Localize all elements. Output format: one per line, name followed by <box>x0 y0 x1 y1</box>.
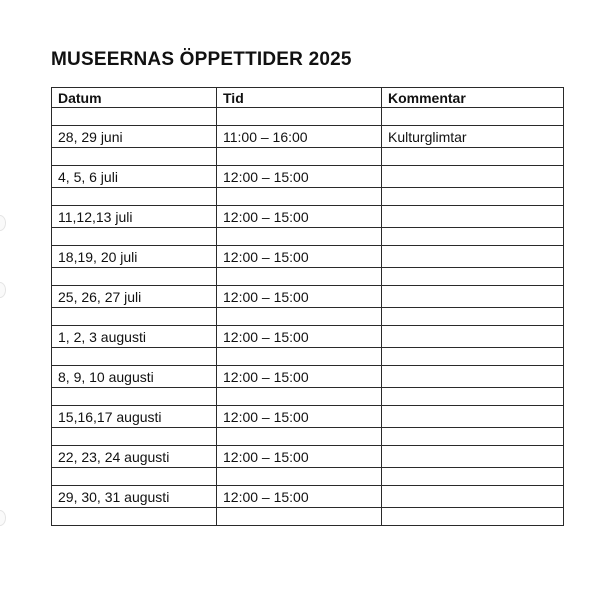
empty-cell <box>382 428 564 446</box>
date-cell: 29, 30, 31 augusti <box>52 486 217 508</box>
spacer-row <box>52 348 564 366</box>
comment-cell <box>382 206 564 228</box>
binder-hole <box>0 510 6 526</box>
date-cell: 15,16,17 augusti <box>52 406 217 428</box>
empty-cell <box>382 108 564 126</box>
empty-cell <box>217 108 382 126</box>
empty-cell <box>52 108 217 126</box>
time-cell: 12:00 – 15:00 <box>217 446 382 468</box>
date-cell: 4, 5, 6 juli <box>52 166 217 188</box>
comment-cell <box>382 286 564 308</box>
empty-cell <box>217 268 382 286</box>
time-cell: 12:00 – 15:00 <box>217 206 382 228</box>
table-row <box>52 286 564 308</box>
empty-cell <box>52 228 217 246</box>
empty-cell <box>217 428 382 446</box>
date-cell: 18,19, 20 juli <box>52 246 217 268</box>
date-cell: 8, 9, 10 augusti <box>52 366 217 388</box>
date-cell: 11,12,13 juli <box>52 206 217 228</box>
empty-cell <box>382 348 564 366</box>
date-cell: 1, 2, 3 augusti <box>52 326 217 348</box>
column-header-tid: Tid <box>217 88 382 108</box>
table-row <box>52 206 564 228</box>
time-cell: 12:00 – 15:00 <box>217 486 382 508</box>
time-cell: 12:00 – 15:00 <box>217 366 382 388</box>
time-cell: 12:00 – 15:00 <box>217 326 382 348</box>
empty-cell <box>217 308 382 326</box>
opening-hours-table <box>51 87 564 526</box>
comment-cell <box>382 366 564 388</box>
spacer-row <box>52 428 564 446</box>
empty-cell <box>382 188 564 206</box>
comment-cell: Kulturglimtar <box>382 126 564 148</box>
table-row <box>52 446 564 468</box>
comment-cell <box>382 406 564 428</box>
empty-cell <box>382 508 564 526</box>
empty-cell <box>52 268 217 286</box>
empty-cell <box>217 508 382 526</box>
spacer-row <box>52 188 564 206</box>
empty-cell <box>217 188 382 206</box>
date-cell: 22, 23, 24 augusti <box>52 446 217 468</box>
binder-hole <box>0 282 6 298</box>
empty-cell <box>52 508 217 526</box>
date-cell: 28, 29 juni <box>52 126 217 148</box>
empty-cell <box>52 348 217 366</box>
table-row <box>52 166 564 188</box>
table-row <box>52 246 564 268</box>
time-cell: 11:00 – 16:00 <box>217 126 382 148</box>
time-cell: 12:00 – 15:00 <box>217 406 382 428</box>
page-title: MUSEERNAS ÖPPETTIDER 2025 <box>51 49 352 70</box>
column-header-kommentar: Kommentar <box>382 88 564 108</box>
comment-cell <box>382 326 564 348</box>
empty-cell <box>382 148 564 166</box>
table-row <box>52 366 564 388</box>
empty-cell <box>382 228 564 246</box>
spacer-row <box>52 468 564 486</box>
date-cell: 25, 26, 27 juli <box>52 286 217 308</box>
empty-cell <box>217 148 382 166</box>
spacer-row <box>52 148 564 166</box>
table-row <box>52 486 564 508</box>
empty-cell <box>52 148 217 166</box>
table-row <box>52 126 564 148</box>
spacer-row <box>52 308 564 326</box>
comment-cell <box>382 166 564 188</box>
column-header-datum: Datum <box>52 88 217 108</box>
empty-cell <box>382 308 564 326</box>
time-cell: 12:00 – 15:00 <box>217 246 382 268</box>
spacer-row <box>52 228 564 246</box>
comment-cell <box>382 486 564 508</box>
comment-cell <box>382 446 564 468</box>
spacer-row <box>52 268 564 286</box>
empty-cell <box>217 348 382 366</box>
binder-hole <box>0 215 6 231</box>
empty-cell <box>382 268 564 286</box>
comment-cell <box>382 246 564 268</box>
empty-cell <box>382 388 564 406</box>
spacer-row <box>52 388 564 406</box>
empty-cell <box>217 388 382 406</box>
time-cell: 12:00 – 15:00 <box>217 166 382 188</box>
empty-cell <box>52 428 217 446</box>
empty-cell <box>52 188 217 206</box>
table-header-row <box>52 88 564 108</box>
empty-cell <box>217 228 382 246</box>
spacer-row <box>52 508 564 526</box>
empty-cell <box>382 468 564 486</box>
empty-cell <box>52 388 217 406</box>
table-row <box>52 406 564 428</box>
table-row <box>52 326 564 348</box>
empty-cell <box>52 468 217 486</box>
empty-cell <box>52 308 217 326</box>
spacer-row <box>52 108 564 126</box>
empty-cell <box>217 468 382 486</box>
time-cell: 12:00 – 15:00 <box>217 286 382 308</box>
